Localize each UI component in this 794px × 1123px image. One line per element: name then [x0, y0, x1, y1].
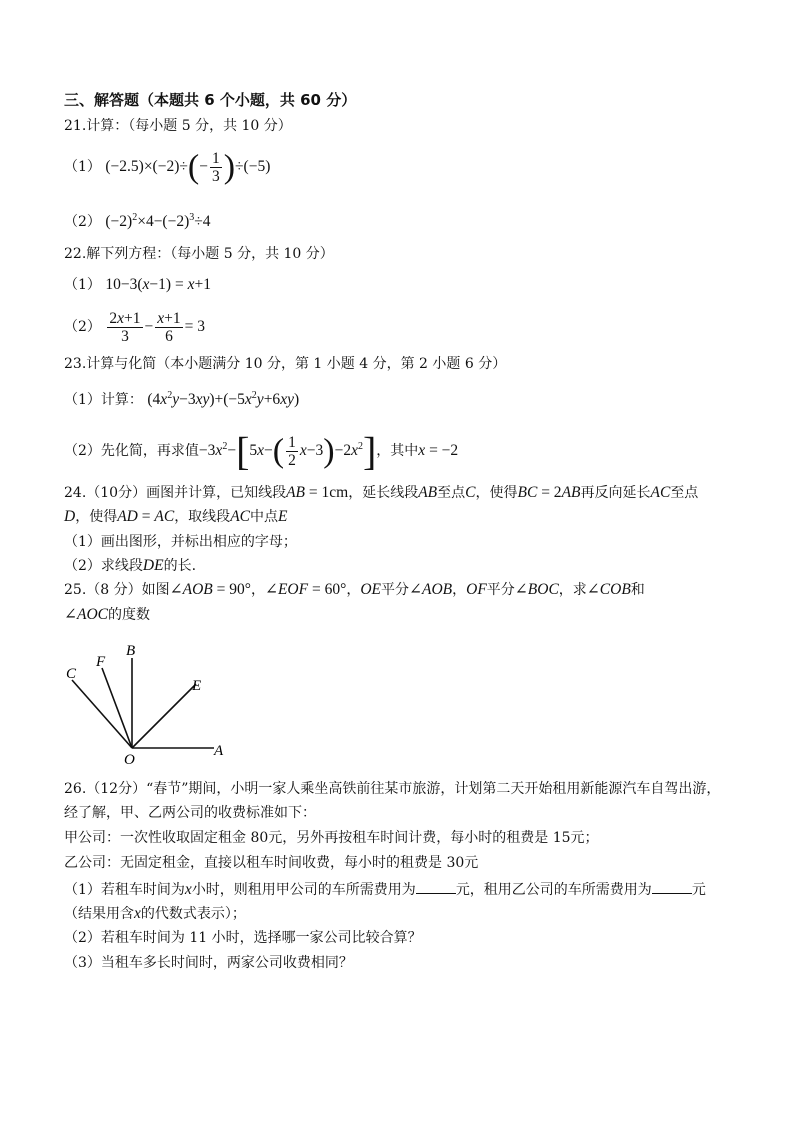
q25-text-a: 25.（8 分）如图: [64, 582, 170, 598]
q21-part2-expression: $(-2)^2\times 4-(-2)^3\div 4$: [105, 212, 211, 231]
q26-company-a: 甲公司：一次性收取固定租金 80元，另外再按租车时间计费，每小时的租费是 15元；: [64, 830, 599, 846]
q24-text-g: ，使得: [75, 509, 118, 525]
q25-text-f: 平分: [486, 582, 515, 598]
q25-math-cob: ∠COB: [586, 581, 631, 598]
q26-part1: [64, 878, 730, 926]
q24-math-ac2: AC: [230, 508, 250, 525]
q21-part2-label: （2）: [64, 214, 101, 231]
q23-stem: 23.计算与化简（本小题满分 10 分，第 1 小题 4 分，第 2 小题 6 分）: [64, 356, 507, 372]
q23-part2-tail: ，其中: [376, 443, 419, 460]
ray-oe: [132, 684, 196, 748]
q22-part1-label: （1）: [64, 277, 101, 293]
label-b: B: [126, 643, 136, 659]
q25-text-h: 和: [630, 582, 645, 598]
q24-part1: （1）画出图形，并标出相应的字母；: [64, 534, 297, 550]
q24-stem-line1: [64, 483, 698, 503]
q25-math-aob2: ∠AOB: [408, 581, 453, 598]
label-e: E: [192, 678, 202, 694]
q26-part1-text-d: 元（结果用含: [64, 882, 706, 922]
q25-text-g: ，求: [558, 582, 587, 598]
q21-part2: [64, 208, 211, 232]
q25-math-oe: OE: [360, 581, 381, 598]
q25-math-eof: ∠EOF = 60°: [264, 581, 347, 598]
q24-math-c: C: [465, 484, 476, 501]
q26-part3: （3）当租车多长时间时，两家公司收费相同？: [64, 955, 353, 971]
q24-text-d: ，使得: [475, 485, 518, 501]
q26-stem: 26.（12分）“春节”期间，小明一家人乘坐高铁前往某市旅游，计划第二天开始租用新能源汽车自驾出游，经了解，甲、乙两公司的收费标准如下：: [64, 781, 721, 821]
ray-of: [102, 668, 132, 748]
q24-math-ac: AC: [650, 484, 671, 501]
q26-part1-text-b: 小时，则租用甲公司的车所需费用为: [191, 882, 416, 898]
answer-blank-company-a[interactable]: [416, 879, 456, 894]
q26-part1-text-e: 的代数式表示）；: [140, 906, 246, 922]
q24-part2-text-b: 的长.: [163, 558, 197, 574]
q22-stem: 22.解下列方程：（每小题 5 分，共 10 分）: [64, 246, 334, 262]
q25-text-d: 平分: [380, 582, 409, 598]
q26-part1-text-a: （1）若租车时间为: [64, 882, 185, 898]
q22-part2-equation: $\frac{2x+1}{3}$ − $\frac{x+1}{6}$ = 3: [109, 309, 206, 345]
q24-text-i: 中点: [250, 509, 278, 525]
q24-stem-line2: [64, 507, 287, 527]
q24-part2: [64, 556, 196, 576]
q21-stem: 21.计算：（每小题 5 分，共 10 分）: [64, 118, 292, 134]
q24-text-f: 至点: [670, 485, 699, 501]
q24-math-e: E: [278, 508, 288, 525]
label-a: A: [214, 743, 224, 759]
q24-text-h: ，取线段: [174, 509, 231, 525]
label-f: F: [96, 654, 106, 670]
q24-math-bc: BC = 2AB: [517, 484, 581, 501]
section-title: 三、解答题（本题共 6 个小题，共 60 分）: [64, 91, 357, 109]
q24-text-c: 至点: [437, 485, 466, 501]
q26-math-x2: x: [134, 905, 141, 922]
q25-math-of: OF: [466, 581, 487, 598]
q23-part2: [64, 425, 458, 473]
q26-math-x: x: [184, 881, 192, 898]
q25-text-b: ，: [250, 582, 265, 598]
q21-part1-expression: (−2.5)×(−2)÷(− $\frac{1}{3}$ )÷(−5): [105, 148, 271, 186]
q24-math-ab: AB = 1cm: [286, 484, 349, 501]
q25-math-aoc: ∠AOC: [64, 606, 108, 623]
q25-math-boc: ∠BOC: [514, 581, 559, 598]
q25-stem-line2: [64, 605, 150, 625]
q25-text-c: ，: [346, 582, 361, 598]
q23-part2-condition: x = −2: [418, 442, 459, 460]
q24-math-de: DE: [142, 557, 164, 574]
q25-angle-figure: [62, 640, 242, 765]
q26-part2: （2）若租车时间为 11 小时，选择哪一家公司比较合算？: [64, 930, 422, 946]
q21-part1-label: （1）: [64, 159, 101, 175]
q23-part1: [64, 382, 299, 414]
q23-part1-expression: $(4x^2y-3xy)+(-5x^2y+6xy)$: [147, 390, 300, 409]
q24-math-ad: AD = AC: [117, 508, 175, 525]
q22-part2-label: （2）: [64, 319, 101, 335]
q22-part1-equation: 10−3(x−1) = x+1: [105, 276, 211, 293]
q24-math-d: D: [64, 508, 76, 525]
q21-part1: [64, 148, 270, 186]
label-o: O: [124, 752, 135, 765]
q22-part1: [64, 275, 211, 295]
q25-math-aob: ∠AOB = 90°: [169, 581, 251, 598]
answer-blank-company-b[interactable]: [652, 879, 692, 894]
q25-text-i: 的度数: [108, 607, 150, 623]
label-c: C: [66, 666, 77, 682]
q24-text-e: 再反向延长: [580, 485, 651, 501]
q26-company-b: 乙公司：无固定租金，直接以租车时间收费，每小时的租费是 30元: [64, 855, 479, 871]
q24-math-ab2: AB: [418, 484, 438, 501]
q25-text-e: ，: [452, 582, 467, 598]
q22-part2: [64, 308, 205, 346]
ray-oc: [72, 680, 132, 748]
q24-text-b: ，延长线段: [348, 485, 419, 501]
q23-part2-label: （2）先化简，再求值: [64, 443, 199, 460]
q23-part1-label: （1）计算：: [64, 392, 143, 409]
q23-part2-expression: $-3x^2-[5x-$( $\frac{1}{2}$ $x-3)-2x^2$]: [198, 428, 377, 474]
q26-part1-text-c: 元，租用乙公司的车所需费用为: [455, 882, 652, 898]
q24-text-a: 24.（10分）画图并计算，已知线段: [64, 485, 287, 501]
q24-part2-text-a: （2）求线段: [64, 558, 143, 574]
q25-stem-line1: [64, 580, 645, 600]
